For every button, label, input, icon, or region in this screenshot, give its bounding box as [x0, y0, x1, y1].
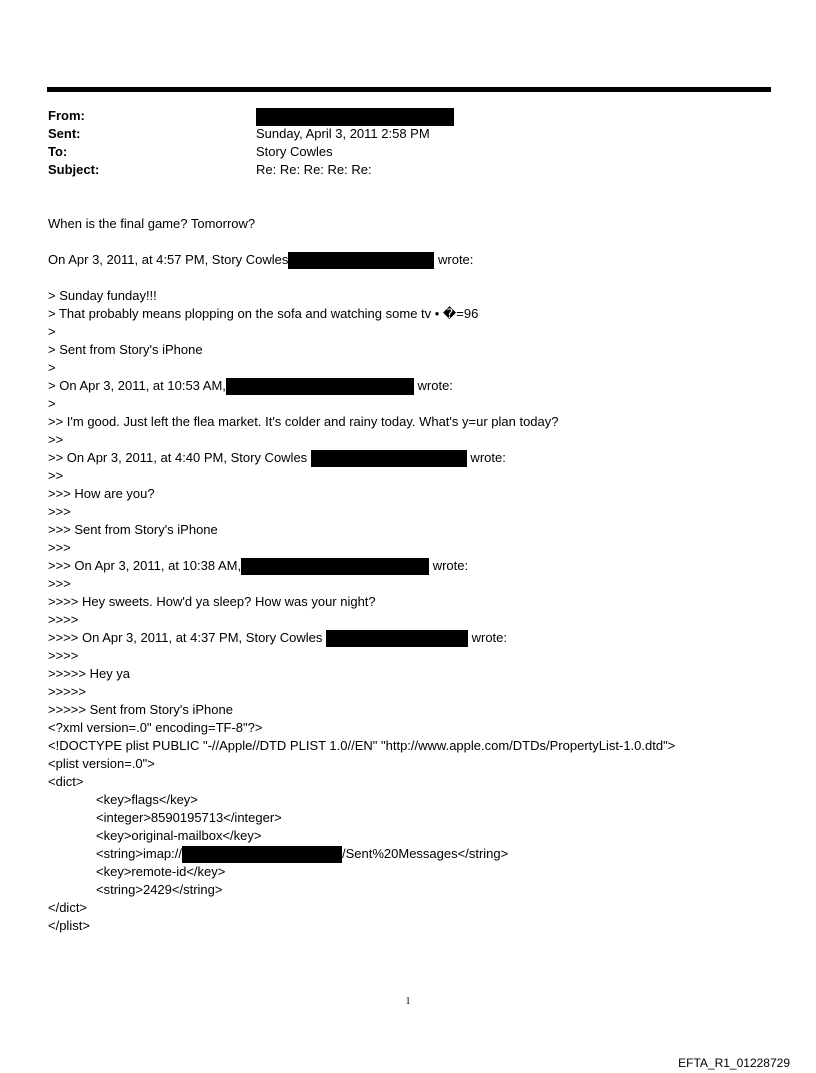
to-label: To: — [48, 144, 68, 159]
body-line: <dict> — [48, 774, 84, 789]
body-line: >> — [48, 468, 64, 483]
body-line: >>> — [48, 504, 71, 519]
body-line: >>>>> Hey ya — [48, 666, 131, 681]
redaction-box — [241, 558, 429, 575]
subject-value: Re: Re: Re: Re: Re: — [256, 162, 372, 177]
body-line: >> — [48, 432, 64, 447]
sent-value: Sunday, April 3, 2011 2:58 PM — [256, 126, 430, 141]
body-line: >>>> On Apr 3, 2011, at 4:37 PM, Story Cowles wrote: — [48, 629, 507, 647]
to-row — [48, 143, 748, 161]
redaction-box — [288, 252, 434, 269]
body-line: >> I'm good. Just left the flea market. It's colder and rainy today. What's y=ur plan today? — [48, 414, 559, 429]
redaction-box — [226, 378, 414, 395]
body-line: > On Apr 3, 2011, at 10:53 AM, wrote: — [48, 377, 453, 395]
body-line: >>>>> Sent from Story's iPhone — [48, 702, 233, 717]
subject-label: Subject: — [48, 162, 100, 177]
body-line: On Apr 3, 2011, at 4:57 PM, Story Cowles wrote: — [48, 251, 473, 269]
body-line: > — [48, 360, 56, 375]
body-line: >>> — [48, 576, 71, 591]
body-line: </plist> — [48, 918, 90, 933]
body-line: When is the final game? Tomorrow? — [48, 216, 256, 231]
body-line: </dict> — [48, 900, 88, 915]
body-line: <integer>8590195713</integer> — [96, 810, 282, 825]
body-line: > Sent from Story's iPhone — [48, 342, 203, 357]
to-value: Story Cowles — [256, 144, 333, 159]
sent-row — [48, 125, 748, 143]
body-line: <key>original-mailbox</key> — [96, 828, 262, 843]
from-label: From: — [48, 108, 85, 123]
body-line: >>> Sent from Story's iPhone — [48, 522, 218, 537]
document-id: EFTA_R1_01228729 — [678, 1056, 790, 1070]
redaction-box — [326, 630, 468, 647]
header-rule — [47, 87, 771, 92]
body-line: <!DOCTYPE plist PUBLIC "-//Apple//DTD PLIST 1.0//EN" "http://www.apple.com/DTDs/PropertyList-1.0.dtd"> — [48, 738, 676, 753]
body-line: >>> How are you? — [48, 486, 155, 501]
body-line: >>> On Apr 3, 2011, at 10:38 AM, wrote: — [48, 557, 468, 575]
body-line: <string>2429</string> — [96, 882, 223, 897]
body-line: >>> — [48, 540, 71, 555]
body-line: > — [48, 396, 56, 411]
body-line: > Sunday funday!!! — [48, 288, 157, 303]
body-line: >> On Apr 3, 2011, at 4:40 PM, Story Cowles wrote: — [48, 449, 506, 467]
email-header — [48, 107, 748, 179]
subject-row — [48, 161, 748, 179]
body-line: <string>imap:// /Sent%20Messages</string> — [48, 845, 508, 863]
body-line: <plist version=.0"> — [48, 756, 155, 771]
redaction-box — [311, 450, 467, 467]
page-number: 1 — [405, 996, 411, 1007]
body-line: >>>>> — [48, 684, 86, 699]
body-line: <key>flags</key> — [96, 792, 198, 807]
sent-label: Sent: — [48, 126, 81, 141]
body-line: <key>remote-id</key> — [96, 864, 226, 879]
redaction-box — [256, 108, 454, 126]
body-line: > That probably means plopping on the sofa and watching some tv • �=96 — [48, 306, 479, 321]
body-line: <?xml version=.0" encoding=TF-8"?> — [48, 720, 263, 735]
body-line: >>>> — [48, 612, 79, 627]
body-line: >>>> Hey sweets. How'd ya sleep? How was your night? — [48, 594, 376, 609]
body-line: >>>> — [48, 648, 79, 663]
redaction-box — [182, 846, 342, 863]
from-row — [48, 107, 748, 125]
body-line: > — [48, 324, 56, 339]
